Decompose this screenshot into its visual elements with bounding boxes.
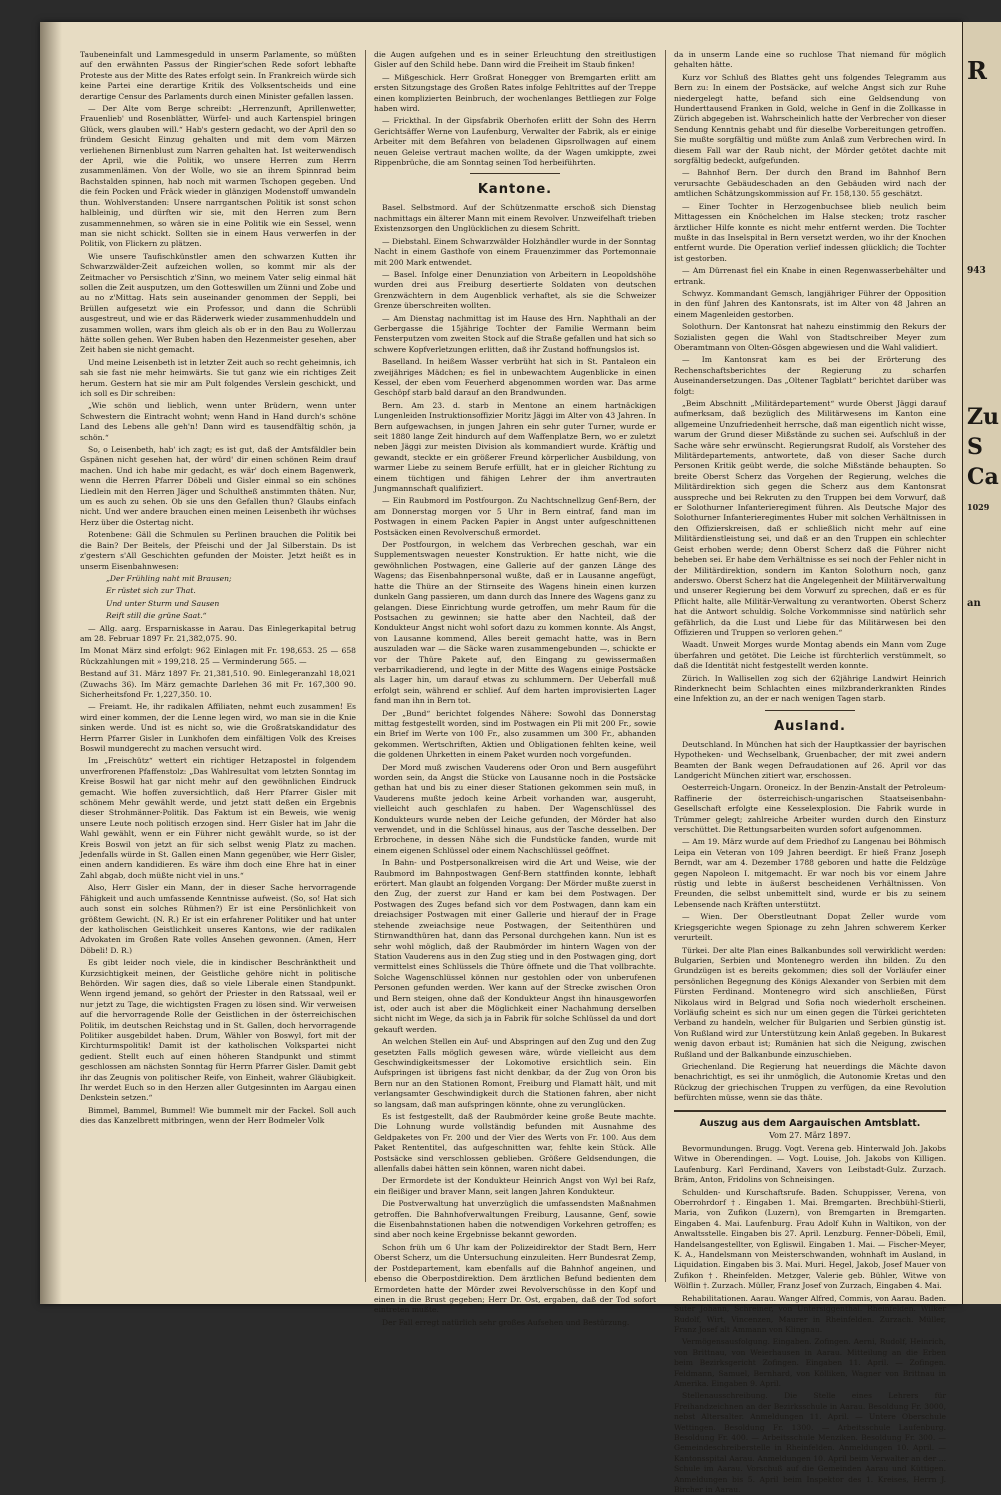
paragraph: Der Mord muß zwischen Vauderens oder Oron und Bern ausgeführt worden sein, da Angst die Stücke von Lausanne noch in die Postsäcke gethan hat und bis zu einer dieser Stationen gekommen sein muß, in Vauderens mußte jedoch keine Arbeit vorhanden war, ausgeruht, vielleicht auch geschlafen zu haben. Der Wagenschlüssel des Kondukteurs wurde neben der Leiche gefunden, der Mörder hat also verwendet, und in die Schlüssel hinaus, aus der Tasche desselben. Der Erbrochene, in dessen Nähe sich die Fundstücke fanden, wurde mit einem eigenen Schlüssel oder einem Nachschlüssel geöffnet. bbox=[374, 762, 656, 855]
paragraph: — Der Alte vom Berge schreibt: „Herrenzunft, Aprillenwetter, Frauenlieb' und Rosenblätter, Würfel- und auch Kartenspiel bringen Glück, wers glauben will.“ Hab's gestern gedacht, wo der April den so fründem Gesicht Einzug gehalten und mit dem vom Märzen verliehenen Birnenblust zum Narren gehalten hat. Ist weiterwendisch der April, wie die Politik, wo unsere Herren zum Herrn zusammenlämen. Von der Wolle, wo sie an ihrem Spinnrad beim Bachstalden spinnen, hab noch mit warmen Tschopen gegeben. Und die fein Pocken und Fräck wieder in glänzigen Modenstoff umwandeln thun. Wohlverstanden: Unsere narrgantschen Politik ist sonst schon halbleinig, und dürften wir sie, mit den Herren zum Bern zusammennehmen, so wären sie in eine Politik wie ein Sessel, wenn man sie nicht schickt. Sollten sie in einem Haus verwerfen in der Politik, von Flickern zu plätzen. bbox=[80, 104, 356, 249]
verse-line: Er rüstet sich zur That. bbox=[106, 586, 196, 596]
column-right bbox=[674, 50, 947, 1494]
paragraph: Bimmel, Bammel, Bummel! Wie bummelt mir der Fackel. Soll auch dies das Kanzelbrett mitbringen, wenn der Herr Bodmeler Volk bbox=[80, 1105, 356, 1126]
paragraph: — Frickthal. In der Gipsfabrik Oberhofen erlitt der Sohn des Herrn Gerichtsäffer Werne von Laufenburg, Verwalter der Fabrik, als er einige Arbeiter mit dem Befahren von beladenen Gipsrollwagen auf einem neuen Geleise vertraut machen wollte, da der Wagen umkippte, zwei Rippenbrüche, die am Sonntag seinen Tod herbeiführten. bbox=[374, 116, 656, 168]
paragraph: — Im Kantonsrat kam es bei der Erörterung des Rechenschaftsberichtes der Regierung zu scharfen Auseinandersetzungen. Das „Oltener Tagblatt“ berichtet darüber was folgt: bbox=[674, 355, 946, 396]
paragraph: „Beim Abschnitt „Militärdepartement“ wurde Oberst Jäggi darauf aufmerksam, daß bezüglich des Militärwesens im Kanton eine allgemeine Unzufriedenheit herrsche, daß man eigentlich nicht wisse, warum der Grund dieser Mißstände zu suchen sei. Aufschluß in der Sache wäre sehr erwünscht. Regierungsrat Rudolf, als Vorsteher des Militärdepartements, antwortete, daß von dieser Sache durch Personen Kritik geübt werde, die solche Mißstände behaupten. So breite Oberst Scherz das Vorgehen der Regierung, welches die Militärdirektion sich gegen die Scherz aus dem Kantonsrat ausspreche und bei Rekruten zu den Truppen bei dem Vorwurf, daß er Solothurner Infanterieregiment führen. Als Deutsche Major des Solothurner Infanterieregimentes Huber mit solchen Verhältnissen in den Offizierskreisen, daß er schließlich nicht mehr auf eine Militärdienstleistung sei, und daß er an den Truppen ein schlechter Geist erhoben werde; denn Oberst Scherz daß die Führer nicht beheben sei. Er habe dem Verhältnisse es sei noch der Fehler nicht in der Militärdirektion, sondern im Kanton Solothurn noch, ganz anderswo. Oberst Scherz hat die Angelegenheit der Militärverwaltung und unserer Regierung bei dem Vorwurf zu sprechen, daß er es für Pflicht halte, alle Militär-Verwaltung zu verantworten. Oberst Scherz hat die Antwort schuldig. Solche Vorkommnisse sind natürlich sehr gefährlich, da die Lust und Liebe für das Militärwesen bei den Offizieren und Truppen so verloren gehen.“ bbox=[674, 399, 947, 637]
column-divider bbox=[665, 50, 666, 1282]
strip-text: Ca bbox=[967, 464, 999, 490]
section-separator bbox=[470, 173, 560, 174]
notice-paragraph: Vermögensausfolgung. Eingaben. Zofingen. Aerni, Rudolf, Heinrich, von Brittnau, von Weierhausen in Aarau. Mitteilung an die Erben beim Bezirksgericht Zofingen. Eingaben 11. April. — Zofingen. Feldmann, Samuel, Bernhard, von Kölliken, Wagner von Brittnau in Amerika. Eingaben 9. April. bbox=[674, 1337, 946, 1388]
paragraph: — Basel. Infolge einer Denunziation von Arbeitern in Leopoldshöhe wurden drei aus Freiburg desertierte Soldaten von deutschen Grenzwächtern in dem Augenblick verhaftet, als sie die Schweizer Grenze überschreiten wollten. bbox=[374, 269, 656, 311]
paragraph: Schwyz. Kommandant Gemsch, langjähriger Führer der Opposition in den fünf Jahren des Kantonsrats, ist im Alter von 48 Jahren an einem Magenleiden gestorben. bbox=[674, 288, 946, 319]
paragraph: die Augen aufgehen und es in seiner Erleuchtung den streitlustigen Gisler auf den Schild hebe. Dann wird die Freiheit im Staub finken! bbox=[374, 50, 656, 70]
paragraph: Und meine Leisenbeth ist in letzter Zeit auch so recht geheimnis, ich sah sie fast nie mehr heimwärts. Sie tut ganz wie ein richtiges Zeit herum. Gestern hat sie mir am Pult folgendes Verslein geschickt, und ich soll es Dir schreiben: bbox=[80, 357, 356, 398]
verse-line: Reift still die grüne Saat.“ bbox=[106, 611, 207, 621]
section-heading-ausland: Ausland. bbox=[774, 718, 846, 734]
paragraph: Schon früh um 6 Uhr kam der Polizeidirektor der Stadt Bern, Herr Oberst Scherz, um die Untersuchung einzuleiten. Herr Bundesrat Zemp, der Postdepartement, kam ebenfalls auf die Bahnhof angeinen, und ebenso die Oberpostdirektion. Dem ärztlichen Befund bedienten dem Ermordeten hatte der Mörder zwei Revolverschüsse in den Kopf und einen in die Brust gegeben; Herr Dr. Ost, ergaben, daß der Tod sofort eintreten mußte. bbox=[374, 1242, 656, 1315]
paragraph: — Am Dienstag nachmittag ist im Hause des Hrn. Naphthali an der Gerbergasse die 15jährige Tochter der Familie Wermann beim Fensterputzen vom zweiten Stock auf die Straße gefallen und hat sich so schwere Kopfverletzungen erlitten, daß ihr Zustand hoffnungslos ist. bbox=[374, 313, 656, 354]
paragraph: Deutschland. In München hat sich der Hauptkassier der bayrischen Hypotheken- und Wechselbank, Gruenbacher, der mit zwei andern Beamten der Bank wegen Defraudationen auf 26. April vor das Landgericht München zitiert war, erschossen. bbox=[674, 739, 946, 780]
paragraph: Rotenbene: Gäll die Schmulen su Perlinen brauchen die Politik bei die Bain? Der Beitels, der Pfeischi und der Jal Silberstain. Ds ist z'gestern s'All Geschichten gefunden der Moister. Jetzt heißt es in unserm Eisenbahnwesen: bbox=[80, 530, 356, 571]
section-separator bbox=[674, 1110, 946, 1112]
section-heading-kantone: Kantone. bbox=[477, 182, 553, 198]
verse-line: „Der Frühling naht mit Brausen; bbox=[106, 573, 232, 583]
notice-paragraph: Bevormundungen. Brugg. Vogt. Verena geb. Hinterwald Joh. Jakobs Witwe in Oberendingen. — Vogt. Louise, Joh. Jakobs von Killigen. Laufenburg. Karl Ferdinand, Xavers von Leibstadt-Gulz. Zurzach. Bräm, Anton, Fridolins von Schneisingen. bbox=[674, 1144, 946, 1185]
section-separator bbox=[765, 710, 855, 711]
strip-text: 1029 bbox=[967, 502, 990, 512]
paragraph: Solothurn. Der Kantonsrat hat nahezu einstimmig den Rekurs der Sozialisten gegen die Wahl von Stadtschreiber Meyer zum Oberamtmann von Olten-Gösgen abgewiesen und die Wahl validiert. bbox=[674, 322, 946, 352]
paragraph: — Freiamt. He, ihr radikalen Affiliaten, nehmt euch zusammen! Es wird einer kommen, der die Lenne legen wird, wo man sie in die Knie sinken werde. Und ist es nicht so, wie die Großratskandidatur des Herrn Pfarrer Gisler in Lunkhofen dem einfältigen Volk des Kreises Boswil mundgerecht zu machen versucht wird. bbox=[80, 702, 356, 753]
paragraph: Wie unsere Taufischkünstler amen den schwarzen Kutten ihr Schwarzwälder-Zeit aufzeichen wollen, so kommt mir als der Zeitmacher vo Persischtich z'Sinn, wo meinem Vater selig einmal hät sollen die Zeit ausputzen, um den Gotteswillen um Zünni und Zobe und au no z'Mittag. Hats sein auseinander genommen der Seppli, bei Brüllen aufgesetzt wie ein Professor, und dann die Schrübli ausgestreut, und wie er das Räderwerk wieder zusammenhuddeln und zusammen wollen, wars ihm gleich als ob er in den Bau zu Wollerzau hätte sollen gehen. Wer Buben haben den Hezenmeister gesehen, aber Zeit haben sie nicht gemacht. bbox=[80, 251, 356, 355]
column-left bbox=[80, 50, 356, 1282]
column-middle bbox=[374, 50, 657, 1327]
paragraph: Also, Herr Gisler ein Mann, der in dieser Sache hervorragende Fähigkeit und auch umfassende Kenntnisse aufweist. (So, so! Hat sich auch sonst ein solches Rühmen?) Er ist eine Persönlichkeit von größtem Gewicht. (N. R.) Er ist ein erfahrener Politiker und hat unter der katholischen Geistlichkeit unseres Kantons, wie der radikalen Advokaten im Großen Rate volles Ansehen gewonnen. (Amen, Herr Döbeli! D. R.) bbox=[80, 883, 356, 955]
paragraph: — Wien. Der Oberstleutnant Dopat Zeller wurde vom Kriegsgerichte wegen Spionage zu zehn Jahren schwerem Kerker verurteilt. bbox=[674, 912, 946, 943]
paragraph: Der Postfourgon, in welchem das Verbrechen geschah, war ein Supplementswagen neuester Konstruktion. Er hatte nicht, wie die gewöhnlichen Postwagen, eine Gallerie auf der ganzen Länge des Wagens; das Eisenbahnpersonal wußte, daß er in Lausanne angefügt, hatte die Thüre an der Stirnseite des Wagens hinein einen kurzen dunkeln Gang passieren, um dann durch das Innere des Wagens ganz zu gelangen. Diese Einrichtung wurde getroffen, um mehr Raum für die Postsachen zu gewinnen; sie hatte aber den Nachteil, daß der Kondukteur Angst nicht wohl sofort dazu zu kommen konnte. Als Angst, von Lausanne kommend, Alles bereit gemacht hatte, was in Bern auszuladen war — die Säcke waren zusammengebunden —, schickte er vor der Thüre Pakete auf, den Eingang zu gewissermaßen verbarrikadierend, und legte in der Mitte des Wagens einige Postsäcke als Lager hin, um darauf etwas zu schlummern. Der Ueberfall muß erfolgt sein, während er schlief. Auf dem harten improvisierten Lager fand man ihn in Bern tot. bbox=[374, 540, 656, 706]
paragraph: In Bahn- und Postpersonalkreisen wird die Art und Weise, wie der Raubmord im Bahnpostwagen Genf-Bern stattfinden konnte, lebhaft erörtert. Man glaubt an folgenden Vorgang: Der Mörder mußte zuerst in den Zug, der zuerst zur Hand er kam bei dem Postwagen. Der Postwagen des Zuges befand sich vor dem Postwagen, dann kam ein dreiachsiger Postwagen mit einer Gallerie und hierauf der in Frage stehende zweiachsige neue Postwagen, der Seitenthüren und Stirnwandthüren hat, dann das Personal durchgehen kann. Nun ist es sehr wohl möglich, daß der Raubmörder im hintern Wagen von der Station Vauderens aus in den Zug stieg und in den Postwagen ging, dort vermittelst eines Schlüssels die Thüre öffnete und die That vollbrachte. Solche Wagenschlüssel können nur gestohlen oder von unberufenen Personen gefunden werden. Wer kann auf der Strecke zwischen Oron und Bern steigen, ohne daß der Kondukteur Angst ihn hinausgeworfen ist, oder auch ist aber die Möglichkeit einer Nachahmung derselben sicht nicht im Wege, da sich ja in Fabrik für solche Schlüssel da und dort gekauft werden. bbox=[374, 858, 656, 1034]
verse-line: Und unter Sturm und Sausen bbox=[106, 598, 220, 608]
paragraph: Der „Bund“ berichtet folgendes Nähere: Sowohl das Donnerstag mittag festgestellt worden, sind im Postwagen ein Pli mit 200 Fr., sowie ein Brief im Werte von 100 Fr., also zusammen um 300 Fr., abhanden gekommen. Wertschriften, Aktien und Obligationen fehlten keine, weil die goldenen Uhrketten in einem Paket wurden noch vorgefunden. bbox=[374, 708, 656, 760]
adjacent-page-edge bbox=[962, 22, 1001, 1304]
strip-text: 943 bbox=[967, 266, 986, 276]
paragraph: Baselland. In heißem Wasser verbrüht hat sich in St. Pantaleon ein zweijähriges Mädchen; es fiel in unbewachtem Augenblicke in einen Kessel, der eben vom Feuerherd abgenommen worden war. Das arme Geschöpf starb bald darauf an den Brandwunden. bbox=[374, 357, 656, 398]
paragraph: Zürich. In Wallisellen zog sich der 62jährige Landwirt Heinrich Rinderknecht beim Schlachten eines milzbranderkrankten Rindes eine Infektion zu, an der er nach wenigen Tagen starb. bbox=[674, 673, 946, 704]
paragraph: — Am Dürrenast fiel ein Knabe in einen Regenwasserbehälter und ertrank. bbox=[674, 266, 946, 286]
amtsblatt-date: Vom 27. März 1897. bbox=[769, 1130, 851, 1140]
strip-text: Zu bbox=[967, 404, 1000, 430]
paragraph: — Bahnhof Bern. Der durch den Brand im Bahnhof Bern verursachte Gebäudeschaden an den Gebäuden wird nach der amtlichen Schätzungskommission auf Fr. 158,130. 55 geschätzt. bbox=[674, 168, 946, 199]
paragraph: „Wie schön und lieblich, wenn unter Brüdern, wenn unter Schwestern die Eintracht wohnt; wenn Hand in Hand durch's schöne Land des Lebens alle geh'n! Dann wird es tausendfältig schön, ja schön.“ bbox=[80, 401, 356, 442]
paragraph: Waadt. Unweit Morges wurde Montag abends ein Mann vom Zuge überfahren und getötet. Die Leiche ist fürchterlich verstümmelt, so daß die Identität nicht festgestellt werden konnte. bbox=[674, 640, 946, 671]
notice-paragraph: Rehabilitationen. Aarau. Wanger Alfred, Commis, von Aarau. Baden. Suter Johann, Schreiner, von Untersiggenthal. Rheinfelden. Wilker Rudolf, Wirt, Vincenzen, Maurer in Rheinfelden. Zurzach. Müller, Franz Josef alt Ammann von Klingnau. bbox=[674, 1293, 946, 1334]
paragraph: Der Ermordete ist der Kondukteur Heinrich Angst von Wyl bei Rafz, ein fleißiger und braver Mann, seit langen Jahren Kondukteur. bbox=[374, 1176, 656, 1196]
paragraph: Es ist festgestellt, daß der Raubmörder keine große Beute machte. Die Lohnung wurde vollständig befunden mit Ausnahme des Geldpaketes von Fr. 200 und der Vier des Werts von Fr. 100. Aus dem Paket Rententitel, das aufgeschnitten war, fehlte kein Stück. Alle Postsäcke sind verschlossen geblieben. Größere Geldsendungen, die allenfalls dabei hätten sein können, waren nicht dabei. bbox=[374, 1112, 656, 1174]
paragraph: Bern. Am 23. d. starb in Mentone an einem hartnäckigen Lungenleiden Instruktionsoffizier Moritz Jäggi im Alter von 43 Jahren. In Bern aufgewachsen, in jungen Jahren ein sehr guter Turner, wurde er seit 1880 lange Zeit hindurch auf dem Waffenplatze Bern, wo er zuletzt neben Jäggi zur meisten Division als kommandiert wurde. Kräftig und gewandt, steckte er ein größerer Freund körperlicher Ausbildung, von warmer Liebe zu seinem Berufe erfüllt, hat er in gleicher Richtung zu einem tüchtigen und fähigen Lehrer der ihm anvertrauten Jungmannschaft qualifiziert. bbox=[374, 400, 656, 494]
paragraph: Bestand auf 31. März 1897 Fr. 21,381,510. 90. Einlegeranzahl 18,021 (Zuwachs 36). Im März gemachte Darlehen 36 mit Fr. 167,300 90. Sicherheitsfond Fr. 1,227,350. 10. bbox=[80, 669, 356, 699]
paragraph: Es gibt leider noch viele, die in kindischer Beschränktheit und Kurzsichtigkeit meinen, der Geistliche gehöre nicht in politische Behörden. Wir sagen dies, daß so viele Liberale einen Standpunkt. Wenn irgend jemand, so gehört der Priester in den Ratssaal, weil er nur jetzt zu Tage, die wichtigsten Fragen zu lösen sind. Wir verweisen auf die hervorragende Rolle der Geistlichen in der österreichischen Politik, im deutschen Reichstag und in St. Gallen, doch hervorragende Politiker ausgebildet haben. Drum, Wähler von Boswyl, fort mit der Kirchturmspolitik! Damit ist der katholischen Volkspartei nicht gedient. Stellt euch auf einen höheren Standpunkt und stimmt geschlossen am nächsten Sonntag für Herrn Pfarrer Gisler. Damit gebt ihr das Zeugnis von politischer Reife, von Einheit, wahrer Gläubigkeit. Ihr werdet Euch so in den Herzen aller Gutgesinnten im Aargau einen Denkstein setzen.“ bbox=[80, 958, 356, 1103]
paragraph: — Einer Tochter in Herzogenbuchsee blieb neulich beim Mittagessen ein Knöchelchen im Halse stecken; trotz rascher ärztlicher Hilfe konnte es nicht mehr entfernt werden. Die Tochter mußte in das Inselspital in Bern versetzt werden, wo ihr der Knochen entfernt wurde. Die Operation verlief indessen glücklich; die Tochter ist gestorben. bbox=[674, 201, 946, 263]
paragraph: Basel. Selbstmord. Auf der Schützenmatte erschoß sich Dienstag nachmittags ein älterer Mann mit einem Revolver. Unzweifelhaft trieben Existenzsorgen den Unglücklichen zu diesem Schritt. bbox=[374, 203, 656, 234]
paragraph: — Ein Raubmord im Postfourgon. Zu Nachtschnellzug Genf-Bern, der am Donnerstag morgen vor 5 Uhr in Bern eintraf, fand man im Postwagen in einem Packen Papier in Angst unter aufgeschnittenen Postsäcken einen Revolverschuß ermordet. bbox=[374, 496, 656, 537]
strip-text: S bbox=[967, 434, 983, 460]
paragraph: Griechenland. Die Regierung hat neuerdings die Mächte davon benachrichtigt, es sei ihr unmöglich, die Autonomie Kretas und den Rückzug der griechischen Truppen zu verfügen, da eine Revolution befürchten müsse, wenn sie das thäte. bbox=[674, 1061, 946, 1103]
paragraph: An welchen Stellen ein Auf- und Abspringen auf den Zug und den Zug gesetzten Falls möglich gewesen wäre, würde vielleicht aus dem Geschwindigkeitsmesser der Lokomotive ersichtlich sein. Ein Aufspringen ist übrigens fast nicht denkbar, da der Zug von Oron bis Bern nur an den Stationen Romont, Freiburg und Flamatt hält, und mit verlangsamter Geschwindigkeit durch die Stationen fahren, aber nicht so langsam, daß man aufspringen könnte, ohne zu verunglücken. bbox=[374, 1037, 656, 1109]
paragraph: Im „Freischütz“ wettert ein richtiger Hetzapostel in folgendem unverfrorenen Pfaffenstolz: „Das Wahlresultat vom letzten Sonntag im Kreise Boswil hat gar nicht mehr auf den gewöhnlichen Eindruck gemacht. Wie hoffen zuversichtlich, daß Herr Pfarrer Gisler mit schönem Mehr gewählt werde, und jetzt statt deßen ein Ergebnis dieser Strohmänner-Politik. Das Faktum ist ein Beweis, wie wenig unsere Leute noch politisch erzogen sind. Herr Gisler hat im Jahr die Wahl gewählt, wenn er ein Führer nicht gewählt wurde, so ist der Kreis Boswil von jetzt an für sich selbst wenig Platz zu machen. Jedenfalls würde in St. Gallen einen Mann gegenüber, wie Herr Gisler, einen andern kandidieren. Es wäre ihm doch eine Ehre hat in einer Zahl abgab, doch müßte nicht viel in uns.“ bbox=[80, 756, 356, 880]
paragraph: Im Monat März sind erfolgt: 962 Einlagen mit Fr. 198,653. 25 — 658 Rückzahlungen mit » 199,218. 25 — Verminderung 565. — bbox=[80, 646, 356, 666]
paragraph: Türkei. Der alte Plan eines Balkanbundes soll verwirklicht werden: Bulgarien, Serbien und Montenegro werden ihn bilden. Zu den Grundzügen ist es bereits gekommen; dies soll der Vorläufer einer persönlichen Begegnung des Königs Alexander von Serbien mit dem Fürsten Ferdinand. Montenegro wird sich anschließen, Fürst Nikolaus wird in Belgrad und Sofia noch wiederholt erscheinen. Vorläufig scheint es sich nur um einen gegen die Türkei gerichteten Verband zu handeln, welcher für Bulgarien und Serbien günstig ist. Von Rußland wird zur Unterstützung kein Anlaß gegeben. In Bukarest wenig davon erbaut ist; Rumänien hat sich die Neigung, zwischen Rußland und der Balkanbunde einzuschieben. bbox=[674, 945, 946, 1059]
paragraph: Kurz vor Schluß des Blattes geht uns folgendes Telegramm aus Bern zu: In einem der Postsäcke, auf welche Angst sich zur Ruhe niedergelegt hatte, befand sich eine Geldsendung von Hunderttausend Franken in Gold, welche in Genf in die Zollkasse in Zürich abgegeben ist. Wahrscheinlich hatte der Verbrecher von dieser Sendung Kenntnis gehabt und für dieselbe Vorbereitungen getroffen. Sie mußte sorgfältig und müßte zum Anlaß zum Verbrechen wird. In diesem Fall war der Raub nicht, der Mörder getötet dachte mit sorgfältig bedeckt, aufgefunden. bbox=[674, 72, 946, 166]
newspaper-page bbox=[40, 22, 962, 1494]
paragraph: — Allg. aarg. Ersparniskasse in Aarau. Das Einlegerkapital betrug am 28. Februar 1897 Fr. 21,382,075. 90. bbox=[80, 623, 356, 643]
paragraph: So, o Leisenbeth, hab' ich zagt; es ist gut, daß der Amtsfäldler bein Gspänen nicht gesehen hat, der würd' dir einen schönen Reim drauf machen. Und ich habe mir gedacht, es wär' doch einem Bagenwerk, wenn die Herren Pfarrer Döbeli und Gisler einmal so ein schönes Liedlein mit den Herren Jäger und Schultheß anstimmten thäten. Nur, um es auch zu sehen. Ob sie uns den Gefallen thun? Glaubs einfach nicht. Und wer andere brauchen einen meinen Leisenbeth ihr wüchses Herz über die Ostertag nicht. bbox=[80, 445, 356, 527]
paragraph: Taubeneinfalt und Lammesgeduld in unserm Parlamente, so müßten auf den erwähnten Passus der Ringier'schen Rede sofort lebhafte Proteste aus der Mitte des Rates erfolgt sein. In Frankreich würde sich keine Partei eine derartige Kritik des Volksentscheids und eine derartige Censur des Parlaments durch einen Minister gefallen lassen. bbox=[80, 50, 356, 101]
strip-text: R bbox=[967, 56, 987, 85]
notice-paragraph: Schulden- und Kurschaftsrufe. Baden. Schuppisser, Verena, von Oberrohrdorf †. Eingaben 1. Mai. Bremgarten. Brechbühl-Stierli, Maria, von Zufikon (Luzern), von Bremgarten in Bremgarten. Eingaben 4. Mai. Laufenburg. Frau Adolf Kuhn in Waltikon, von der Anwaltsstelle. Eingaben bis 27. April. Lenzburg. Fenner-Döbeli, Emil, Handelsangestellter, von Egliswil. Eingaben 1. Mai. — Fischer-Meyer, K. A., Handelsmann von Meisterschwanden, wohnhaft im Ausland, in Liquidation. Eingaben bis 3. Mai. Muri. Hegel, Jakob, Josef Mauer von Zufikon †. Rheinfelden. Metzger, Valerie geb. Bühler, Witwe von Wölflin †. Zurzach. Müller, Franz Josef von Zurzach, Eingaben 4. Mai. bbox=[674, 1187, 946, 1291]
column-divider bbox=[365, 50, 366, 1282]
paragraph: Der Fall erregt natürlich sehr großes Aufsehen und Bestürzung. bbox=[382, 1317, 630, 1327]
paragraph: Oesterreich-Ungarn. Oroneicz. In der Benzin-Anstalt der Petroleum-Raffinerie der österreichisch-ungarischen Staatseisenbahn-Gesellschaft erfolgte eine Kesselexplosion. Die Fabrik wurde in Trümmer gelegt; zahlreiche Arbeiter wurden durch den Einsturz verschüttet. Die Rettungsarbeiten wurden sofort aufgenommen. bbox=[674, 783, 946, 835]
paragraph: da in unserm Lande eine so ruchlose That niemand für möglich gehalten hätte. bbox=[674, 50, 946, 70]
amtsblatt-heading: Auszug aus dem Aargauischen Amtsblatt. bbox=[699, 1117, 921, 1129]
paragraph: — Mißgeschick. Herr Großrat Honegger von Bremgarten erlitt am ersten Sitzungstage des Großen Rates infolge Fehltrittes auf der Treppe einen komplizierten Beinbruch, der wochenlanges Bettliegen zur Folge haben wird. bbox=[374, 72, 656, 114]
paragraph: — Diebstahl. Einem Schwarzwälder Holzhändler wurde in der Sonntag Nacht in einem Gasthofe von einem Frauenzimmer das Portemonnaie mit 200 Mark entwendet. bbox=[374, 236, 657, 267]
strip-text: an bbox=[967, 598, 981, 609]
paragraph: — Am 19. März wurde auf dem Friedhof zu Langenau bei Böhmisch Leipa ein Veteran von 109 Jahren beerdigt. Er hieß Franz Joseph Berndt, war am 4. Dezember 1788 geboren und hatte die Feldzüge gegen Napoleon I. mitgemacht. Er war noch bis vor einem Jahre rüstig und lebte in äußerst bescheidenen Verhältnissen. Von Freunden, die selbst unbemittelt sind, wurde er bis zu seinem Lebensende nach Kräften unterstützt. bbox=[674, 837, 946, 909]
paragraph: Die Postverwaltung hat unverzüglich die umfassendsten Maßnahmen getroffen. Die Bahnhofverwaltungen Freiburg, Lausanne, Genf, sowie die Eisenbahnstationen haben die notwendigen Vorkehren getroffen; es sind aber noch keine Ergebnisse bekannt geworden. bbox=[374, 1199, 656, 1240]
notice-paragraph: Stellenausschreibung. Die Stelle eines Lehrers für Freihandzeichnen an der Bezirksschule in Aarau. Besoldung Fr. 3000, nebst Altersalter. Anmeldungen 11. April. — Untere Oberschule Wettingen. Besoldung Fr. 1300. — Arbeitsschule Laufenburg. Besoldung Fr. 400. — Arbeitsschule Menziken. Besoldung Fr. 300. — Gemeindeschreiberstelle in Rheinfelden. Anmeldungen 10. April. — Kantonsspital Aarau. Anmeldungen 10. April beim Verwalter an der ... Schule im Aarau. Vorschuß auf die Gemeinden Aarau und Küttigen. Anmeldungen bis 5. April beim Inspektor des 1. Kreises, Herrn J. Bircher in Aarau. bbox=[674, 1391, 946, 1494]
